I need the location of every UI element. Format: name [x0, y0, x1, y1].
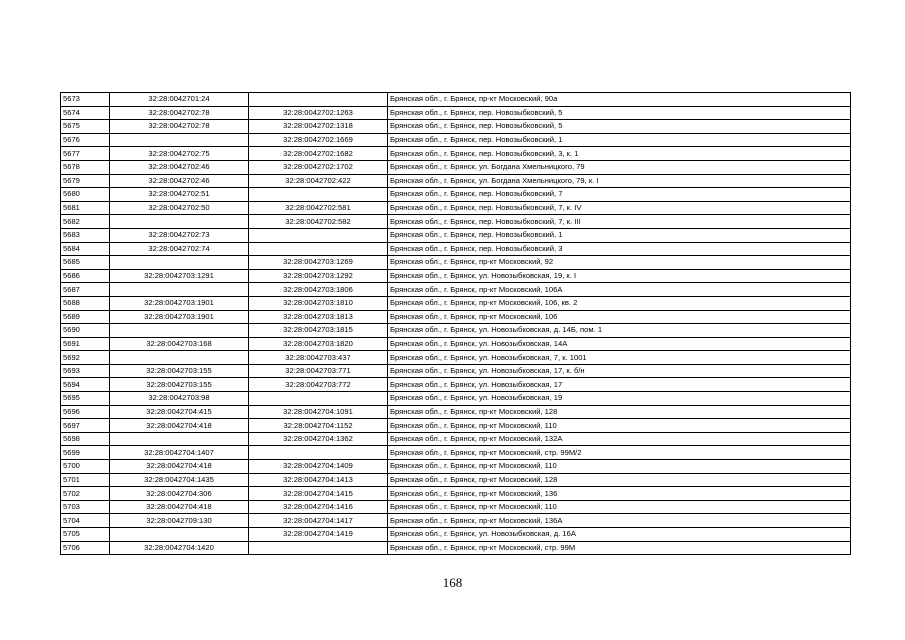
table-row	[61, 405, 851, 419]
table-row	[61, 460, 851, 474]
address-cell: Брянская обл., г. Брянск, пр-кт Московский, стр. 99М	[388, 541, 851, 555]
address-cell: Брянская обл., г. Брянск, пер. Новозыбковский, 1	[388, 228, 851, 242]
address-cell: Брянская обл., г. Брянск, ул. Новозыбковская, д. 14Б, пом. 1	[388, 324, 851, 338]
table-row	[61, 215, 851, 229]
premises-cadastral-number-cell: 32:28:0042703:437	[249, 351, 388, 365]
premises-cadastral-number-cell: 32:28:0042704:1152	[249, 419, 388, 433]
row-number-cell: 5693	[61, 364, 110, 378]
table-row	[61, 432, 851, 446]
premises-cadastral-number-cell: 32:28:0042702:582	[249, 215, 388, 229]
address-cell: Брянская обл., г. Брянск, пер. Новозыбковский, 3, к. 1	[388, 147, 851, 161]
table-row	[61, 473, 851, 487]
cadastral-number-cell	[110, 324, 249, 338]
address-cell: Брянская обл., г. Брянск, пр-кт Московский, 128	[388, 405, 851, 419]
table-row	[61, 201, 851, 215]
table-row	[61, 106, 851, 120]
premises-cadastral-number-cell: 32:28:0042704:1419	[249, 528, 388, 542]
table-row	[61, 514, 851, 528]
premises-cadastral-number-cell	[249, 93, 388, 107]
row-number-cell: 5679	[61, 174, 110, 188]
cadastral-number-cell: 32:28:0042709:130	[110, 514, 249, 528]
table-row	[61, 487, 851, 501]
cadastral-number-cell: 32:28:0042701:24	[110, 93, 249, 107]
premises-cadastral-number-cell: 32:28:0042704:1417	[249, 514, 388, 528]
row-number-cell: 5680	[61, 188, 110, 202]
premises-cadastral-number-cell: 32:28:0042704:1415	[249, 487, 388, 501]
cadastral-number-cell	[110, 432, 249, 446]
row-number-cell: 5701	[61, 473, 110, 487]
cadastral-number-cell: 32:28:0042702:74	[110, 242, 249, 256]
premises-cadastral-number-cell: 32:28:0042702:1318	[249, 120, 388, 134]
address-cell: Брянская обл., г. Брянск, пр-кт Московский, 110	[388, 460, 851, 474]
premises-cadastral-number-cell: 32:28:0042704:1091	[249, 405, 388, 419]
address-cell: Брянская обл., г. Брянск, пр-кт Московский, 110	[388, 500, 851, 514]
table-row	[61, 378, 851, 392]
property-registry-table	[60, 92, 851, 555]
cadastral-number-cell: 32:28:0042703:168	[110, 337, 249, 351]
table-row	[61, 93, 851, 107]
address-cell: Брянская обл., г. Брянск, пр-кт Московский, 106	[388, 310, 851, 324]
cadastral-number-cell	[110, 528, 249, 542]
premises-cadastral-number-cell	[249, 541, 388, 555]
row-number-cell: 5699	[61, 446, 110, 460]
address-cell: Брянская обл., г. Брянск, пер. Новозыбковский, 3	[388, 242, 851, 256]
cadastral-number-cell: 32:28:0042702:78	[110, 120, 249, 134]
row-number-cell: 5681	[61, 201, 110, 215]
table-row	[61, 446, 851, 460]
address-cell: Брянская обл., г. Брянск, пер. Новозыбковский, 7	[388, 188, 851, 202]
table-row	[61, 364, 851, 378]
address-cell: Брянская обл., г. Брянск, пер. Новозыбковский, 5	[388, 120, 851, 134]
row-number-cell: 5692	[61, 351, 110, 365]
premises-cadastral-number-cell	[249, 446, 388, 460]
table-row	[61, 256, 851, 270]
table-row	[61, 528, 851, 542]
address-cell: Брянская обл., г. Брянск, пер. Новозыбковский, 7, к. III	[388, 215, 851, 229]
cadastral-number-cell	[110, 256, 249, 270]
table-row	[61, 392, 851, 406]
row-number-cell: 5689	[61, 310, 110, 324]
cadastral-number-cell: 32:28:0042704:1420	[110, 541, 249, 555]
table-row	[61, 500, 851, 514]
table-row	[61, 269, 851, 283]
address-cell: Брянская обл., г. Брянск, ул. Новозыбковская, 7, к. 1001	[388, 351, 851, 365]
address-cell: Брянская обл., г. Брянск, пер. Новозыбковский, 7, к. IV	[388, 201, 851, 215]
row-number-cell: 5685	[61, 256, 110, 270]
address-cell: Брянская обл., г. Брянск, ул. Новозыбковская, 19, к. I	[388, 269, 851, 283]
registry-table-body	[61, 93, 851, 555]
address-cell: Брянская обл., г. Брянск, пр-кт Московский, 136	[388, 487, 851, 501]
table-row	[61, 147, 851, 161]
row-number-cell: 5676	[61, 133, 110, 147]
premises-cadastral-number-cell: 32:28:0042703:1806	[249, 283, 388, 297]
premises-cadastral-number-cell: 32:28:0042703:771	[249, 364, 388, 378]
address-cell: Брянская обл., г. Брянск, пр-кт Московский, стр. 99М/2	[388, 446, 851, 460]
premises-cadastral-number-cell: 32:28:0042704:1409	[249, 460, 388, 474]
address-cell: Брянская обл., г. Брянск, пр-кт Московский, 106, кв. 2	[388, 296, 851, 310]
row-number-cell: 5677	[61, 147, 110, 161]
row-number-cell: 5706	[61, 541, 110, 555]
premises-cadastral-number-cell: 32:28:0042702:422	[249, 174, 388, 188]
address-cell: Брянская обл., г. Брянск, пр-кт Московский, 92	[388, 256, 851, 270]
cadastral-number-cell: 32:28:0042704:418	[110, 419, 249, 433]
address-cell: Брянская обл., г. Брянск, пр-кт Московский, 106А	[388, 283, 851, 297]
table-row	[61, 133, 851, 147]
row-number-cell: 5705	[61, 528, 110, 542]
cadastral-number-cell: 32:28:0042704:1435	[110, 473, 249, 487]
row-number-cell: 5684	[61, 242, 110, 256]
table-row	[61, 541, 851, 555]
address-cell: Брянская обл., г. Брянск, пр-кт Московский, 136А	[388, 514, 851, 528]
row-number-cell: 5678	[61, 160, 110, 174]
row-number-cell: 5688	[61, 296, 110, 310]
table-row	[61, 120, 851, 134]
cadastral-number-cell: 32:28:0042702:46	[110, 160, 249, 174]
row-number-cell: 5687	[61, 283, 110, 297]
premises-cadastral-number-cell: 32:28:0042702:1702	[249, 160, 388, 174]
premises-cadastral-number-cell: 32:28:0042704:1413	[249, 473, 388, 487]
address-cell: Брянская обл., г. Брянск, пер. Новозыбковский, 1	[388, 133, 851, 147]
premises-cadastral-number-cell: 32:28:0042703:772	[249, 378, 388, 392]
row-number-cell: 5702	[61, 487, 110, 501]
row-number-cell: 5695	[61, 392, 110, 406]
cadastral-number-cell	[110, 133, 249, 147]
page-number: 168	[442, 575, 463, 590]
premises-cadastral-number-cell: 32:28:0042703:1292	[249, 269, 388, 283]
address-cell: Брянская обл., г. Брянск, ул. Новозыбковская, 14А	[388, 337, 851, 351]
address-cell: Брянская обл., г. Брянск, ул. Новозыбковская, д. 16А	[388, 528, 851, 542]
address-cell: Брянская обл., г. Брянск, ул. Новозыбковская, 17	[388, 378, 851, 392]
cadastral-number-cell: 32:28:0042702:75	[110, 147, 249, 161]
premises-cadastral-number-cell	[249, 242, 388, 256]
row-number-cell: 5694	[61, 378, 110, 392]
cadastral-number-cell: 32:28:0042703:1901	[110, 310, 249, 324]
premises-cadastral-number-cell	[249, 228, 388, 242]
premises-cadastral-number-cell: 32:28:0042702:1263	[249, 106, 388, 120]
cadastral-number-cell: 32:28:0042702:46	[110, 174, 249, 188]
row-number-cell: 5691	[61, 337, 110, 351]
table-row	[61, 419, 851, 433]
cadastral-number-cell	[110, 351, 249, 365]
premises-cadastral-number-cell: 32:28:0042702:1669	[249, 133, 388, 147]
table-row	[61, 296, 851, 310]
row-number-cell: 5703	[61, 500, 110, 514]
cadastral-number-cell: 32:28:0042703:155	[110, 378, 249, 392]
table-row	[61, 174, 851, 188]
cadastral-number-cell: 32:28:0042704:1407	[110, 446, 249, 460]
premises-cadastral-number-cell: 32:28:0042703:1820	[249, 337, 388, 351]
row-number-cell: 5696	[61, 405, 110, 419]
row-number-cell: 5675	[61, 120, 110, 134]
table-row	[61, 160, 851, 174]
cadastral-number-cell: 32:28:0042703:155	[110, 364, 249, 378]
cadastral-number-cell: 32:28:0042703:98	[110, 392, 249, 406]
table-row	[61, 242, 851, 256]
row-number-cell: 5686	[61, 269, 110, 283]
cadastral-number-cell: 32:28:0042704:306	[110, 487, 249, 501]
premises-cadastral-number-cell: 32:28:0042703:1810	[249, 296, 388, 310]
cadastral-number-cell: 32:28:0042702:73	[110, 228, 249, 242]
address-cell: Брянская обл., г. Брянск, пр-кт Московский, 128	[388, 473, 851, 487]
table-row	[61, 283, 851, 297]
cadastral-number-cell: 32:28:0042703:1291	[110, 269, 249, 283]
address-cell: Брянская обл., г. Брянск, ул. Богдана Хмельницкого, 79, к. I	[388, 174, 851, 188]
row-number-cell: 5697	[61, 419, 110, 433]
premises-cadastral-number-cell: 32:28:0042704:1362	[249, 432, 388, 446]
address-cell: Брянская обл., г. Брянск, пр-кт Московский, 90а	[388, 93, 851, 107]
table-row	[61, 351, 851, 365]
address-cell: Брянская обл., г. Брянск, ул. Новозыбковская, 17, к. б/н	[388, 364, 851, 378]
premises-cadastral-number-cell	[249, 188, 388, 202]
cadastral-number-cell: 32:28:0042702:78	[110, 106, 249, 120]
address-cell: Брянская обл., г. Брянск, пр-кт Московский, 110	[388, 419, 851, 433]
premises-cadastral-number-cell: 32:28:0042703:1269	[249, 256, 388, 270]
table-row	[61, 188, 851, 202]
row-number-cell: 5704	[61, 514, 110, 528]
row-number-cell: 5682	[61, 215, 110, 229]
address-cell: Брянская обл., г. Брянск, ул. Новозыбковская, 19	[388, 392, 851, 406]
cadastral-number-cell	[110, 215, 249, 229]
row-number-cell: 5700	[61, 460, 110, 474]
cadastral-number-cell: 32:28:0042704:418	[110, 460, 249, 474]
table-row	[61, 228, 851, 242]
premises-cadastral-number-cell	[249, 392, 388, 406]
table-row	[61, 337, 851, 351]
premises-cadastral-number-cell: 32:28:0042702:1682	[249, 147, 388, 161]
row-number-cell: 5698	[61, 432, 110, 446]
premises-cadastral-number-cell: 32:28:0042703:1815	[249, 324, 388, 338]
cadastral-number-cell: 32:28:0042702:51	[110, 188, 249, 202]
premises-cadastral-number-cell: 32:28:0042702:581	[249, 201, 388, 215]
table-row	[61, 324, 851, 338]
table-row	[61, 310, 851, 324]
premises-cadastral-number-cell: 32:28:0042703:1813	[249, 310, 388, 324]
row-number-cell: 5674	[61, 106, 110, 120]
row-number-cell: 5690	[61, 324, 110, 338]
address-cell: Брянская обл., г. Брянск, ул. Богдана Хмельницкого, 79	[388, 160, 851, 174]
row-number-cell: 5683	[61, 228, 110, 242]
row-number-cell: 5673	[61, 93, 110, 107]
cadastral-number-cell	[110, 283, 249, 297]
cadastral-number-cell: 32:28:0042703:1901	[110, 296, 249, 310]
cadastral-number-cell: 32:28:0042702:50	[110, 201, 249, 215]
address-cell: Брянская обл., г. Брянск, пр-кт Московский, 132А	[388, 432, 851, 446]
address-cell: Брянская обл., г. Брянск, пер. Новозыбковский, 5	[388, 106, 851, 120]
cadastral-number-cell: 32:28:0042704:418	[110, 500, 249, 514]
cadastral-number-cell: 32:28:0042704:415	[110, 405, 249, 419]
premises-cadastral-number-cell: 32:28:0042704:1416	[249, 500, 388, 514]
